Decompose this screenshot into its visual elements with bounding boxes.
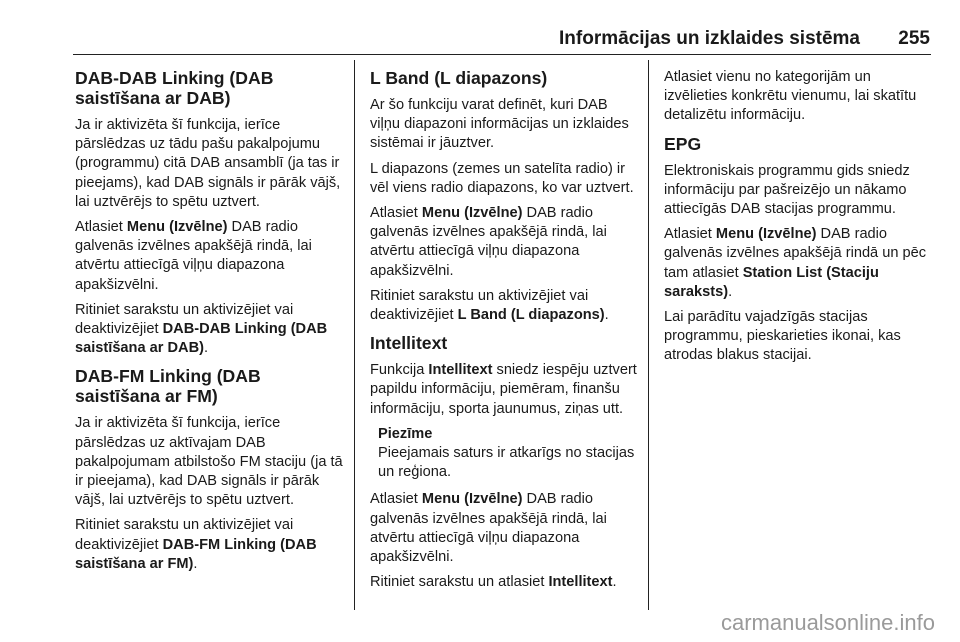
paragraph: Atlasiet Menu (Izvēlne) DAB radio galvenās izvēlnes apakšējā rindā, lai atvērtu attiecīgā viļņu diapazona apakšizvēlni. <box>370 205 607 279</box>
note-title: Piezīme <box>378 425 433 442</box>
column-divider-1 <box>354 60 355 610</box>
heading-epg: EPG <box>664 133 702 154</box>
option-label: DAB-FM Linking (DAB saistīšana ar FM) <box>75 536 317 572</box>
option-label: Station List (Staciju saraksts) <box>664 264 879 300</box>
paragraph: Ja ir aktivizēta šī funkcija, ierīce pārslēdzas uz tādu pašu pakalpojumu (programmu) citā DAB ansamblī (ja tas ir pieejams), kad DAB signāls ir pārāk vājš, lai uztvērējs to spētu uztvert. <box>75 117 341 210</box>
menu-label: Menu (Izvēlne) <box>126 219 228 236</box>
menu-label: Menu (Izvēlne) <box>715 226 817 243</box>
option-label: Intellitext <box>548 574 613 591</box>
paragraph: Ritiniet sarakstu un aktivizējiet vai deaktivizējiet DAB-FM Linking (DAB saistīšana ar FM). <box>75 517 317 572</box>
watermark: carmanualsonline.info <box>720 610 935 635</box>
column-3 <box>664 60 932 372</box>
note-text: Pieejamais saturs ir atkarīgs no stacijas un reģiona. <box>378 445 635 481</box>
option-label: Intellitext <box>428 362 493 379</box>
heading-intellitext: Intellitext <box>370 333 448 354</box>
paragraph: Ja ir aktivizēta šī funkcija, ierīce pārslēdzas uz aktīvajam DAB pakalpojumam atbilstošo FM staciju (ja tā ir pieejama), kad DAB signāls ir pārāk vājš, lai uztvērējs to spētu uztvert. <box>75 415 343 509</box>
column-1 <box>75 60 345 580</box>
paragraph: Lai parādītu vajadzīgās stacijas programmu, pieskarieties ikonai, kas atrodas blakus stacijai. <box>664 309 901 364</box>
page-header-title: Informācijas un izklaides sistēma <box>559 28 860 49</box>
option-label: DAB-DAB Linking (DAB saistīšana ar DAB) <box>75 321 328 357</box>
paragraph: Elektroniskais programmu gids sniedz informāciju par pašreizējo un nākamo attiecīgās DAB stacijas programmu. <box>664 162 910 218</box>
column-divider-2 <box>648 60 649 610</box>
paragraph: Atlasiet Menu (Izvēlne) DAB radio galvenās izvēlnes apakšējā rindā un pēc tam atlasiet Station List (Staciju saraksts). <box>664 226 927 300</box>
option-label: L Band (L diapazons) <box>457 307 605 324</box>
menu-label: Menu (Izvēlne) <box>421 491 523 508</box>
paragraph: Ritiniet sarakstu un atlasiet Intellitext. <box>370 574 617 591</box>
paragraph: Atlasiet Menu (Izvēlne) DAB radio galvenās izvēlnes apakšējā rindā, lai atvērtu attiecīgā viļņu diapazona apakšizvēlni. <box>75 219 312 293</box>
paragraph: Ritiniet sarakstu un aktivizējiet vai deaktivizējiet L Band (L diapazons). <box>370 287 609 324</box>
heading-l-band: L Band (L diapazons) <box>370 68 548 88</box>
paragraph: Ar šo funkciju varat definēt, kuri DAB viļņu diapazoni informācijas un izklaides sistēmai ir jāuztver. <box>370 97 629 152</box>
paragraph: Atlasiet Menu (Izvēlne) DAB radio galvenās izvēlnes apakšējā rindā, lai atvērtu attiecīgā viļņu diapazona apakšizvēlni. <box>370 491 607 566</box>
menu-label: Menu (Izvēlne) <box>421 205 523 222</box>
note-block <box>378 425 640 483</box>
paragraph: Funkcija Intellitext sniedz iespēju uztvert papildu informāciju, piemēram, finanšu informāciju, sporta jaunumus, ziņas utt. <box>370 362 637 417</box>
column-2 <box>370 60 640 598</box>
paragraph: Atlasiet vienu no kategorijām un izvēlieties konkrētu vienumu, lai skatītu detalizētu informāciju. <box>664 69 917 124</box>
heading-dab-fm-linking: DAB-FM Linking (DAB saistīšana ar FM) <box>75 366 261 407</box>
paragraph: L diapazons (zemes un satelīta radio) ir vēl viens radio diapazons, ko var uztvert. <box>370 160 634 196</box>
paragraph: Ritiniet sarakstu un aktivizējiet vai deaktivizējiet DAB-DAB Linking (DAB saistīšana ar DAB). <box>75 301 328 357</box>
header-rule <box>73 54 931 55</box>
heading-dab-dab-linking: DAB-DAB Linking (DAB saistīšana ar DAB) <box>75 68 274 108</box>
page-number: 255 <box>898 28 930 49</box>
